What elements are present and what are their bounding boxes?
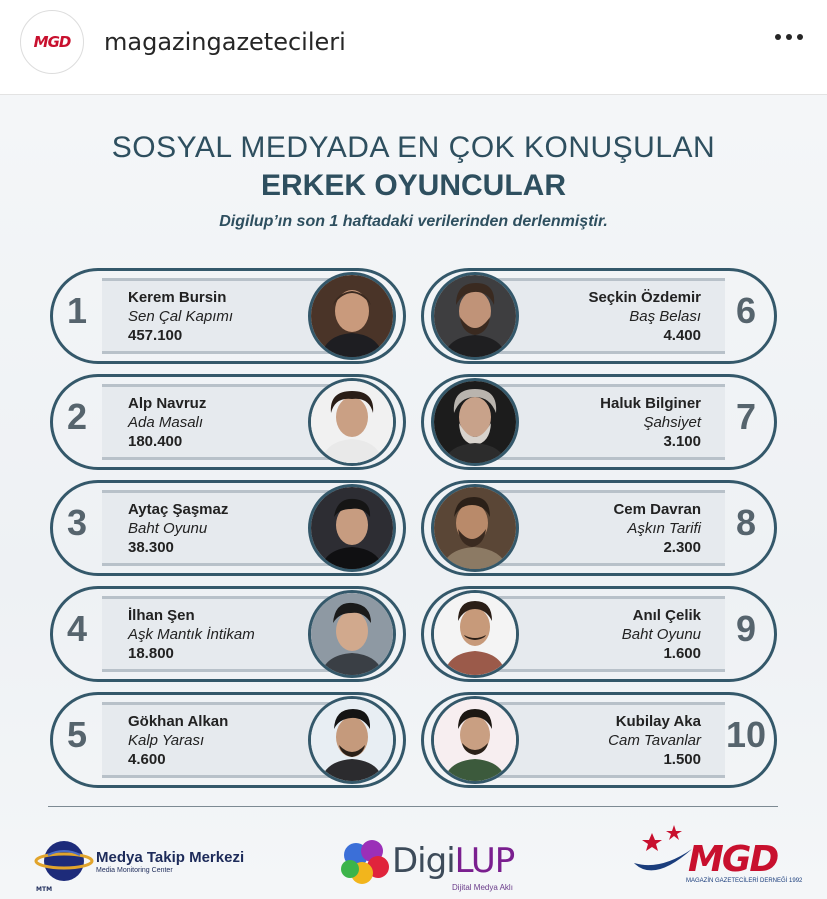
mention-count: 3.100 [663, 433, 701, 450]
show-title: Aşk Mantık İntikam [128, 626, 255, 643]
actor-photo [308, 378, 396, 466]
ranking-card [421, 374, 777, 470]
mtm-subtitle: Media Monitoring Center [96, 867, 173, 874]
actor-photo [431, 696, 519, 784]
show-title: Cam Tavanlar [608, 732, 701, 749]
show-title: Baht Oyunu [621, 626, 701, 643]
ranking-card [421, 586, 777, 682]
show-title: Aşkın Tarifi [627, 520, 701, 537]
ranking-card [50, 692, 406, 788]
actor-name: Anıl Çelik [632, 607, 701, 624]
profile-username[interactable]: magazingazetecileri [104, 28, 346, 56]
actor-photo [308, 484, 396, 572]
divider-line [48, 806, 778, 807]
mention-count: 18.800 [128, 645, 174, 662]
actor-photo [431, 484, 519, 572]
actor-photo [308, 590, 396, 678]
mention-count: 4.400 [663, 327, 701, 344]
rank-number: 5 [66, 714, 88, 755]
rank-number: 8 [735, 502, 757, 543]
post-subtitle: Digilup’ın son 1 haftadaki verilerinden derlenmiştir. [219, 213, 608, 230]
show-title: Kalp Yarası [128, 732, 205, 749]
ranking-card [50, 586, 406, 682]
post-header [0, 0, 827, 95]
mgd-wordmark: MGD [688, 839, 778, 880]
rank-number: 4 [66, 608, 88, 649]
rank-number: 2 [66, 396, 88, 437]
post-title-line2: ERKEK OYUNCULAR [260, 169, 566, 202]
mgd-avatar-logo: MGD [33, 33, 71, 51]
medya-takip-merkezi-logo [34, 833, 254, 893]
globe-icon [34, 833, 94, 893]
mtm-abbr: MTM [36, 886, 53, 893]
rank-number: 3 [66, 502, 88, 543]
mention-count: 1.600 [663, 645, 701, 662]
show-title: Şahsiyet [643, 414, 701, 431]
actor-name: Kerem Bursin [128, 289, 227, 306]
show-title: Ada Masalı [128, 414, 204, 431]
mention-count: 180.400 [128, 433, 183, 450]
mention-count: 1.500 [663, 751, 701, 768]
mention-count: 4.600 [128, 751, 166, 768]
rank-number: 6 [735, 290, 757, 331]
rank-number: 7 [735, 396, 757, 437]
ranking-card [50, 268, 406, 364]
digilup-tagline: Dijital Medya Aklı [452, 883, 513, 892]
actor-name: Cem Davran [613, 501, 701, 518]
ranking-card [421, 692, 777, 788]
actor-photo [431, 272, 519, 360]
show-title: Baht Oyunu [128, 520, 208, 537]
rank-number: 10 [725, 714, 767, 755]
mgd-logo [630, 823, 803, 889]
mention-count: 38.300 [128, 539, 174, 556]
digilup-logo [338, 835, 538, 895]
digilup-flower-icon [338, 835, 394, 891]
mgd-tagline: MAGAZİN GAZETECİLERİ DERNEĞİ 1992 [686, 878, 803, 884]
actor-name: Alp Navruz [128, 395, 207, 412]
mtm-title: Medya Takip Merkezi [96, 849, 245, 866]
mention-count: 457.100 [128, 327, 183, 344]
ranking-card [421, 480, 777, 576]
actor-name: Seçkin Özdemir [588, 289, 701, 306]
post-title-line1: SOSYAL MEDYADA EN ÇOK KONUŞULAN [111, 131, 716, 164]
actor-photo [431, 590, 519, 678]
digilup-wordmark: DigiLUP [392, 841, 515, 881]
more-options-icon[interactable] [775, 34, 803, 40]
actor-name: Haluk Bilginer [600, 395, 701, 412]
actor-name: Aytaç Şaşmaz [128, 501, 229, 518]
show-title: Sen Çal Kapımı [128, 308, 234, 325]
actor-name: İlhan Şen [128, 607, 195, 624]
mention-count: 2.300 [663, 539, 701, 556]
actor-photo [431, 378, 519, 466]
actor-photo [308, 696, 396, 784]
actor-name: Kubilay Aka [615, 713, 701, 730]
profile-avatar[interactable] [20, 10, 84, 74]
ranking-card [421, 268, 777, 364]
ranking-card [50, 374, 406, 470]
post-image [0, 95, 827, 899]
show-title: Baş Belası [629, 308, 701, 325]
rank-number: 1 [66, 290, 88, 331]
ranking-card [50, 480, 406, 576]
actor-photo [308, 272, 396, 360]
actor-name: Gökhan Alkan [128, 713, 229, 730]
rank-number: 9 [735, 608, 757, 649]
